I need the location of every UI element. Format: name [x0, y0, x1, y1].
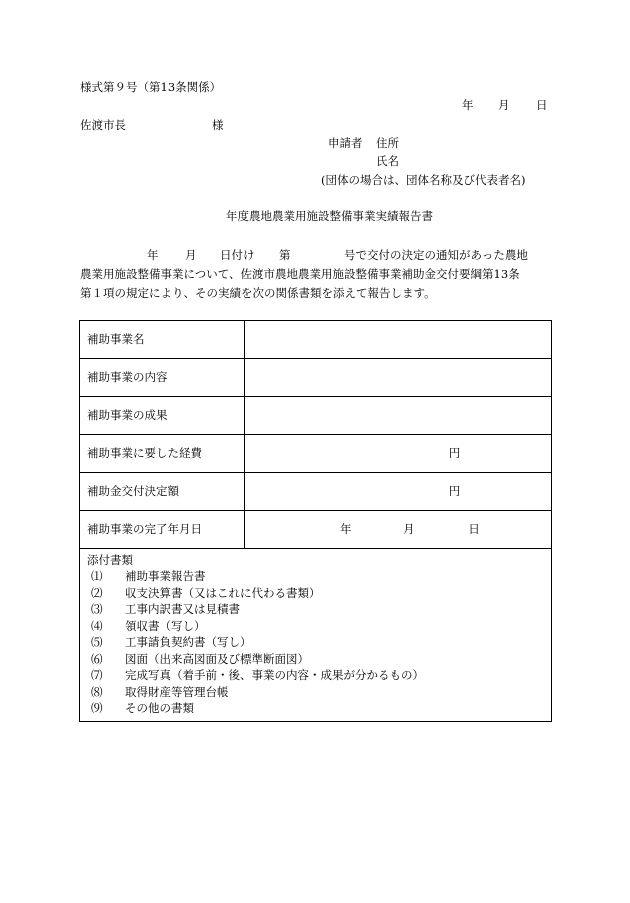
completion-month-label: 月 [403, 521, 415, 536]
project-result-field[interactable] [245, 397, 552, 435]
addressee-name: 佐渡市長 [80, 118, 126, 132]
row-label-completion-date: 補助事業の完了年月日 [80, 511, 245, 549]
table-row [80, 321, 552, 359]
project-cost-field[interactable] [245, 435, 552, 473]
list-item [87, 634, 544, 651]
addressee-honorific: 様 [212, 118, 224, 132]
body-line-1-rest: 号で交付の決定の通知があった農地 [344, 248, 528, 262]
item-text: 工事内訳書又は見積書 [125, 602, 240, 616]
date-year-label: 年 [462, 98, 474, 112]
item-text: 領収書（写し） [125, 618, 206, 633]
completion-day-label: 日 [468, 521, 480, 536]
item-text: 収支決算書（又はこれに代わる書類） [125, 585, 321, 600]
body-date-suffix: 日付け [220, 248, 255, 262]
item-text: 取得財産等管理台帳 [125, 684, 229, 699]
list-item [87, 700, 544, 717]
date-month-label: 月 [498, 98, 510, 112]
item-text: 工事請負契約書（写し） [125, 635, 252, 649]
item-number: ⑺ [91, 668, 103, 682]
applicant-note: (団体の場合は、団体名称及び代表者名) [321, 173, 526, 187]
item-number: ⑵ [91, 585, 103, 600]
body-year: 年 [147, 248, 159, 262]
item-text: その他の書類 [125, 701, 194, 715]
row-label-project-content: 補助事業の内容 [80, 359, 245, 397]
list-item [87, 568, 544, 585]
item-number: ⑶ [91, 602, 103, 616]
item-number: ⑼ [91, 701, 103, 715]
completion-date-field[interactable] [245, 511, 552, 549]
list-item [87, 667, 544, 684]
item-number: ⑴ [91, 569, 103, 583]
list-item [87, 601, 544, 618]
list-item [87, 618, 544, 635]
body-line-3: 第１項の規定により、その実績を次の関係書類を添えて報告します。 [80, 286, 436, 300]
body-no: 第 [279, 248, 291, 262]
document-title: 年度農地農業用施設整備事業実績報告書 [226, 209, 433, 223]
project-name-field[interactable] [245, 321, 552, 359]
item-text: 補助事業報告書 [125, 569, 206, 583]
applicant-label: 申請者 [328, 136, 363, 150]
table-row [80, 397, 552, 435]
item-text: 図面（出来高図面及び標準断面図） [125, 651, 309, 666]
row-label-project-cost: 補助事業に要した経費 [80, 435, 245, 473]
item-number: ⑷ [91, 618, 103, 633]
yen-unit: 円 [448, 445, 461, 460]
row-label-grant-amount: 補助金交付決定額 [80, 473, 245, 511]
attachments-title: 添付書類 [87, 553, 133, 567]
grant-amount-field[interactable] [245, 473, 552, 511]
table-row [80, 473, 552, 511]
applicant-address-label: 住所 [376, 136, 399, 150]
list-item [87, 651, 544, 668]
table-row [80, 511, 552, 549]
yen-unit: 円 [448, 483, 461, 498]
body-line-2: 農業用施設整備事業について、佐渡市農地農業用施設整備事業補助金交付要綱第13条 [80, 267, 520, 281]
report-table [79, 320, 552, 722]
item-text: 完成写真（着手前・後、事業の内容・成果が分かるもの） [125, 668, 424, 682]
attachments-cell [80, 549, 552, 722]
body-line-1 [80, 246, 550, 265]
item-number: ⑻ [91, 684, 103, 699]
attachments-list [87, 568, 544, 717]
table-row [80, 435, 552, 473]
body-month: 月 [185, 248, 197, 262]
body-paragraph [80, 246, 550, 303]
row-label-project-name: 補助事業名 [80, 321, 245, 359]
row-label-project-result: 補助事業の成果 [80, 397, 245, 435]
table-row [80, 549, 552, 722]
list-item [87, 684, 544, 701]
completion-year-label: 年 [340, 521, 352, 536]
item-number: ⑹ [91, 651, 103, 666]
applicant-name-label: 氏名 [376, 154, 399, 168]
item-number: ⑸ [91, 635, 103, 649]
list-item [87, 585, 544, 602]
table-row [80, 359, 552, 397]
date-day-label: 日 [536, 98, 548, 112]
form-number: 様式第９号（第13条関係） [80, 80, 222, 94]
project-content-field[interactable] [245, 359, 552, 397]
